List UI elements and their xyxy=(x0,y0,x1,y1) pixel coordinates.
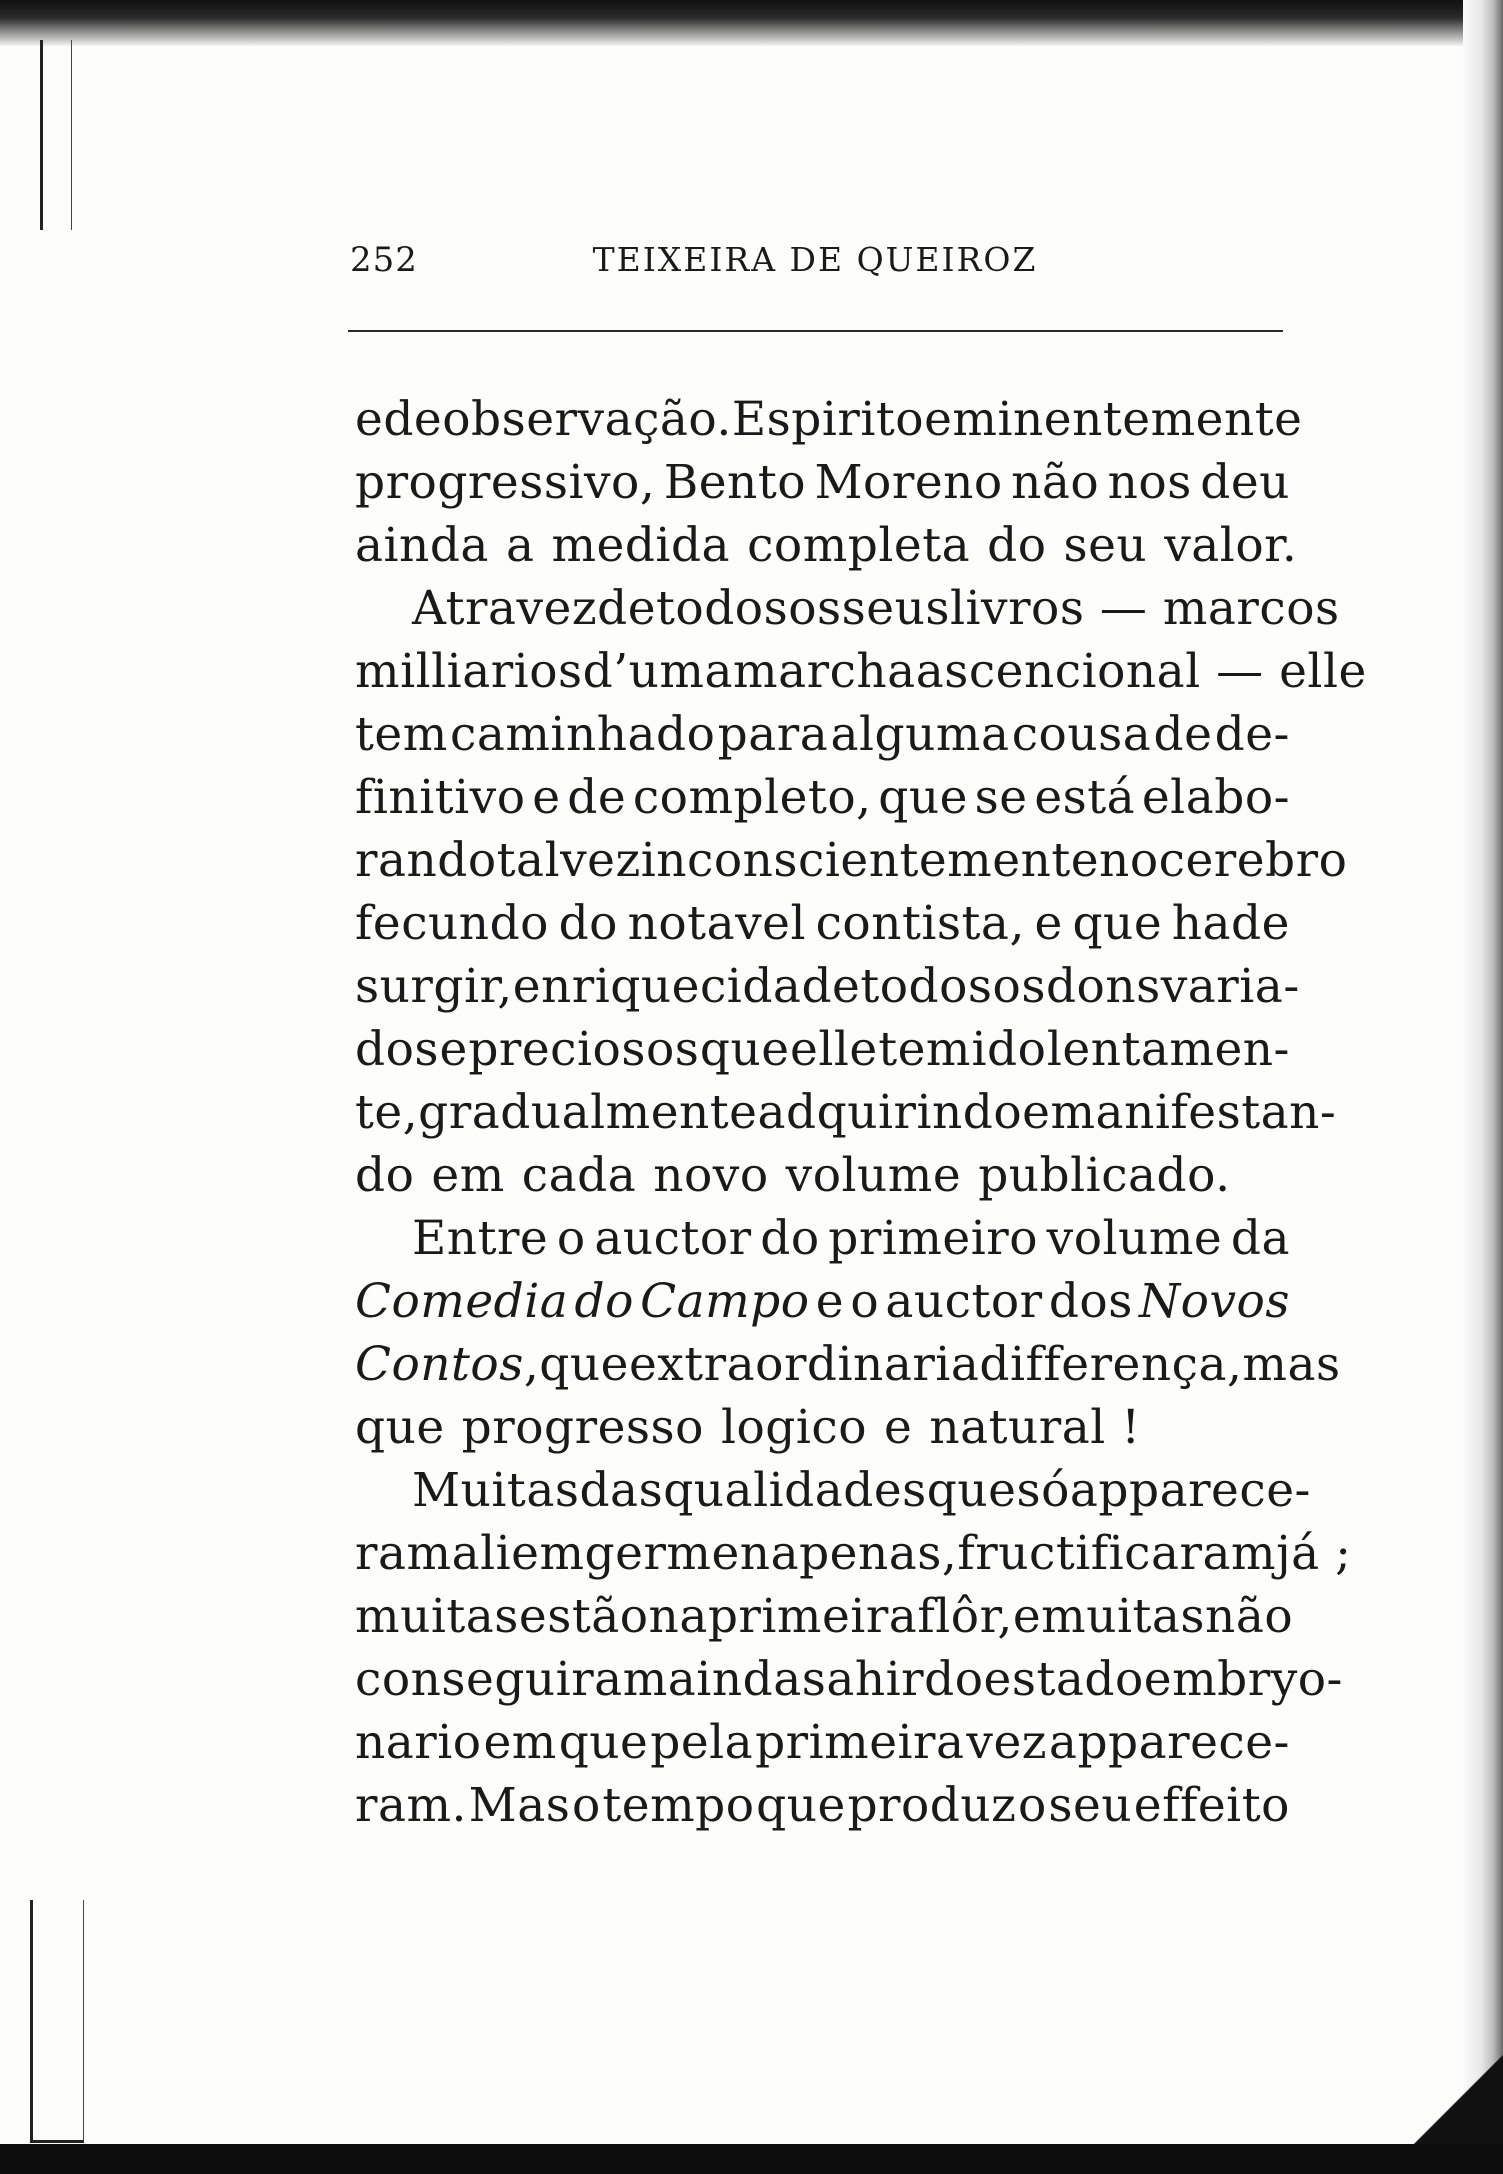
text-word: effeito xyxy=(1133,1778,1290,1833)
binding-edge-top xyxy=(40,40,72,230)
text-word: mas xyxy=(1242,1337,1341,1392)
text-word: novo xyxy=(653,1148,769,1203)
text-word: do xyxy=(987,518,1047,573)
text-word: volume xyxy=(1046,1211,1223,1266)
text-word: que xyxy=(926,1463,1017,1518)
text-word: Espirito xyxy=(731,392,925,447)
text-word: fecundo xyxy=(355,896,549,951)
text-word: que xyxy=(756,1778,846,1833)
text-word: que xyxy=(878,770,968,825)
text-word: do xyxy=(924,1652,984,1707)
text-word: enriquecida xyxy=(512,959,802,1014)
text-word: contista, xyxy=(815,896,1025,951)
text-line xyxy=(355,1333,1341,1396)
text-word: ram xyxy=(355,1526,452,1581)
scan-corner-shadow xyxy=(1413,2054,1503,2144)
text-word: flôr, xyxy=(917,1589,1013,1644)
text-line xyxy=(355,955,1300,1018)
text-word: observação. xyxy=(442,392,732,447)
text-word: cousa xyxy=(1011,707,1152,762)
text-word: valor. xyxy=(1164,518,1298,573)
text-word: os xyxy=(992,959,1046,1014)
text-word: completo, xyxy=(632,770,872,825)
text-word: no xyxy=(1099,833,1159,888)
text-word: produz xyxy=(847,1778,1017,1833)
text-line xyxy=(355,640,1367,703)
text-word: natural ! xyxy=(929,1400,1141,1455)
text-word: te, xyxy=(355,1085,419,1140)
text-word: apparece- xyxy=(1048,1715,1290,1770)
text-word: seus xyxy=(841,581,950,636)
text-word: já ; xyxy=(1276,1526,1352,1581)
text-word: em xyxy=(431,1148,505,1203)
text-word: e xyxy=(439,1022,468,1077)
text-word: Atravez xyxy=(412,581,598,636)
text-word: estado xyxy=(983,1652,1144,1707)
text-word: qualidades xyxy=(663,1463,927,1518)
text-word: apparece- xyxy=(1069,1463,1311,1518)
text-word: germen xyxy=(584,1526,771,1581)
text-word: que xyxy=(355,1400,445,1455)
text-word: elabo- xyxy=(1141,770,1290,825)
text-word: hade xyxy=(1171,896,1290,951)
text-word: na xyxy=(648,1589,708,1644)
text-word: embryo- xyxy=(1143,1652,1343,1707)
text-word: Contos, xyxy=(355,1337,540,1392)
text-word: ido xyxy=(971,1022,1047,1077)
text-word: nos xyxy=(1107,455,1192,510)
text-word: dos xyxy=(355,1022,440,1077)
text-word: finitivo xyxy=(355,770,526,825)
text-line xyxy=(355,1081,1337,1144)
text-word: a xyxy=(505,518,535,573)
text-word: manifestan- xyxy=(1050,1085,1337,1140)
text-word: em xyxy=(483,1715,557,1770)
text-word: e xyxy=(815,1274,845,1329)
text-word: e xyxy=(884,1400,913,1455)
text-word: surgir, xyxy=(355,959,513,1014)
text-word: talvez xyxy=(496,833,641,888)
text-word: publicado. xyxy=(978,1148,1231,1203)
text-word: de xyxy=(597,581,657,636)
text-word: milliarios xyxy=(355,644,583,699)
text-word: auctor xyxy=(885,1274,1043,1329)
text-word: de xyxy=(567,770,627,825)
text-word: de xyxy=(383,392,443,447)
text-word: primeira xyxy=(707,1589,918,1644)
text-line xyxy=(355,1270,1290,1333)
text-word: muitas xyxy=(1041,1589,1206,1644)
text-word: tempo xyxy=(602,1778,755,1833)
text-word: rando xyxy=(355,833,497,888)
text-word: ascencional — elle xyxy=(915,644,1367,699)
text-line xyxy=(355,1018,1290,1081)
scan-right-edge xyxy=(1463,0,1503,2174)
text-word: dons xyxy=(1045,959,1161,1014)
text-word: preciosos xyxy=(468,1022,700,1077)
header-rule xyxy=(348,330,1283,332)
text-line xyxy=(355,892,1290,955)
text-word: Muitas xyxy=(412,1463,580,1518)
text-word: conseguiram xyxy=(355,1652,668,1707)
text-word: Comedia xyxy=(355,1274,569,1329)
text-word: lentamen- xyxy=(1046,1022,1290,1077)
text-line xyxy=(355,1585,1294,1648)
text-word: o xyxy=(556,1211,586,1266)
text-word: o xyxy=(1018,1778,1047,1833)
text-line xyxy=(355,1144,1290,1207)
text-word: que xyxy=(558,1715,649,1770)
text-word: eminentemente xyxy=(924,392,1303,447)
text-word: completa xyxy=(747,518,971,573)
text-word: para xyxy=(717,707,829,762)
text-word: vez xyxy=(966,1715,1048,1770)
text-word: da xyxy=(1230,1211,1290,1266)
text-word: todos xyxy=(860,959,993,1014)
text-word: notavel xyxy=(627,896,806,951)
text-word: do xyxy=(760,1211,820,1266)
text-word: varia- xyxy=(1160,959,1300,1014)
text-line xyxy=(355,1207,1290,1270)
text-word: do xyxy=(574,1274,634,1329)
text-word: pela xyxy=(650,1715,754,1770)
text-word: não xyxy=(1205,1589,1294,1644)
text-word: progressivo, xyxy=(355,455,656,510)
text-word: medida xyxy=(551,518,731,573)
text-word: e xyxy=(532,770,561,825)
text-word: primeiro xyxy=(828,1211,1039,1266)
text-word: primeira xyxy=(755,1715,965,1770)
text-word: e xyxy=(1012,1589,1042,1644)
text-line xyxy=(355,1522,1352,1585)
text-word: progresso xyxy=(461,1400,704,1455)
text-line xyxy=(355,1648,1343,1711)
text-line xyxy=(355,1774,1290,1837)
text-word: sahir xyxy=(801,1652,925,1707)
text-word: adquirindo xyxy=(757,1085,1023,1140)
scan-bottom-edge xyxy=(0,2144,1503,2174)
text-word: tem xyxy=(878,1022,971,1077)
text-word: Novos xyxy=(1139,1274,1290,1329)
text-word: que xyxy=(539,1337,629,1392)
text-word: se xyxy=(974,770,1028,825)
text-word: gradualmente xyxy=(418,1085,758,1140)
text-word: d’uma xyxy=(582,644,734,699)
text-line xyxy=(355,703,1290,766)
text-word: apenas, xyxy=(770,1526,958,1581)
text-word: os xyxy=(788,581,842,636)
text-word: e xyxy=(355,392,384,447)
text-word: fructificaram xyxy=(957,1526,1277,1581)
text-word: e xyxy=(1022,1085,1051,1140)
text-word: está xyxy=(1034,770,1136,825)
scan-top-edge xyxy=(0,0,1503,46)
text-line xyxy=(355,514,1298,577)
text-word: do xyxy=(355,1148,415,1203)
text-word: alguma xyxy=(830,707,1010,762)
text-word: differença, xyxy=(979,1337,1243,1392)
text-word: de xyxy=(801,959,861,1014)
text-line xyxy=(355,451,1290,514)
text-word: ram. xyxy=(355,1778,467,1833)
text-word: em xyxy=(511,1526,585,1581)
text-word: seu xyxy=(1048,1778,1133,1833)
text-line xyxy=(355,829,1348,892)
text-word: de xyxy=(1153,707,1213,762)
text-word: o xyxy=(850,1274,880,1329)
text-word: dos xyxy=(1048,1274,1133,1329)
text-word: seu xyxy=(1063,518,1148,573)
text-word: deu xyxy=(1200,455,1290,510)
text-word: extraordinaria xyxy=(628,1337,980,1392)
text-word: Bento xyxy=(663,455,807,510)
text-word: cada xyxy=(521,1148,637,1203)
text-word: auctor xyxy=(594,1211,752,1266)
text-word: ali xyxy=(451,1526,512,1581)
text-word: Mas xyxy=(468,1778,571,1833)
text-word: das xyxy=(579,1463,664,1518)
text-word: caminhado xyxy=(450,707,716,762)
text-word: inconscientemente xyxy=(640,833,1100,888)
text-word: volume xyxy=(785,1148,962,1203)
text-line xyxy=(355,766,1290,829)
text-word: só xyxy=(1016,1463,1070,1518)
text-word: Moreno xyxy=(814,455,1003,510)
text-line xyxy=(355,1459,1311,1522)
text-word: muitas xyxy=(355,1589,519,1644)
text-word: Entre xyxy=(412,1211,549,1266)
text-word: que xyxy=(699,1022,790,1077)
text-word: e xyxy=(1034,896,1063,951)
text-word: ainda xyxy=(355,518,489,573)
text-word: estão xyxy=(518,1589,649,1644)
binding-edge-bottom xyxy=(30,1900,84,2143)
text-word: elle xyxy=(790,1022,878,1077)
running-head: TEIXEIRA DE QUEIROZ xyxy=(592,240,1038,279)
text-word: marcha xyxy=(733,644,916,699)
text-word: o xyxy=(571,1778,601,1833)
text-word: tem xyxy=(355,707,448,762)
text-word: logico xyxy=(720,1400,868,1455)
text-word: Campo xyxy=(640,1274,810,1329)
text-word: do xyxy=(558,896,618,951)
body-text xyxy=(355,388,1367,1837)
page-number: 252 xyxy=(350,240,418,280)
text-word: nario xyxy=(355,1715,482,1770)
text-line xyxy=(355,1711,1290,1774)
text-line xyxy=(355,1396,1290,1459)
text-word: de- xyxy=(1214,707,1290,762)
text-word: cerebro xyxy=(1158,833,1348,888)
page-header xyxy=(350,240,1280,290)
text-word: livros — marcos xyxy=(949,581,1340,636)
text-line xyxy=(355,388,1303,451)
text-line xyxy=(355,577,1340,640)
text-word: todos xyxy=(656,581,789,636)
text-word: não xyxy=(1011,455,1100,510)
text-word: ainda xyxy=(667,1652,802,1707)
text-word: que xyxy=(1072,896,1163,951)
